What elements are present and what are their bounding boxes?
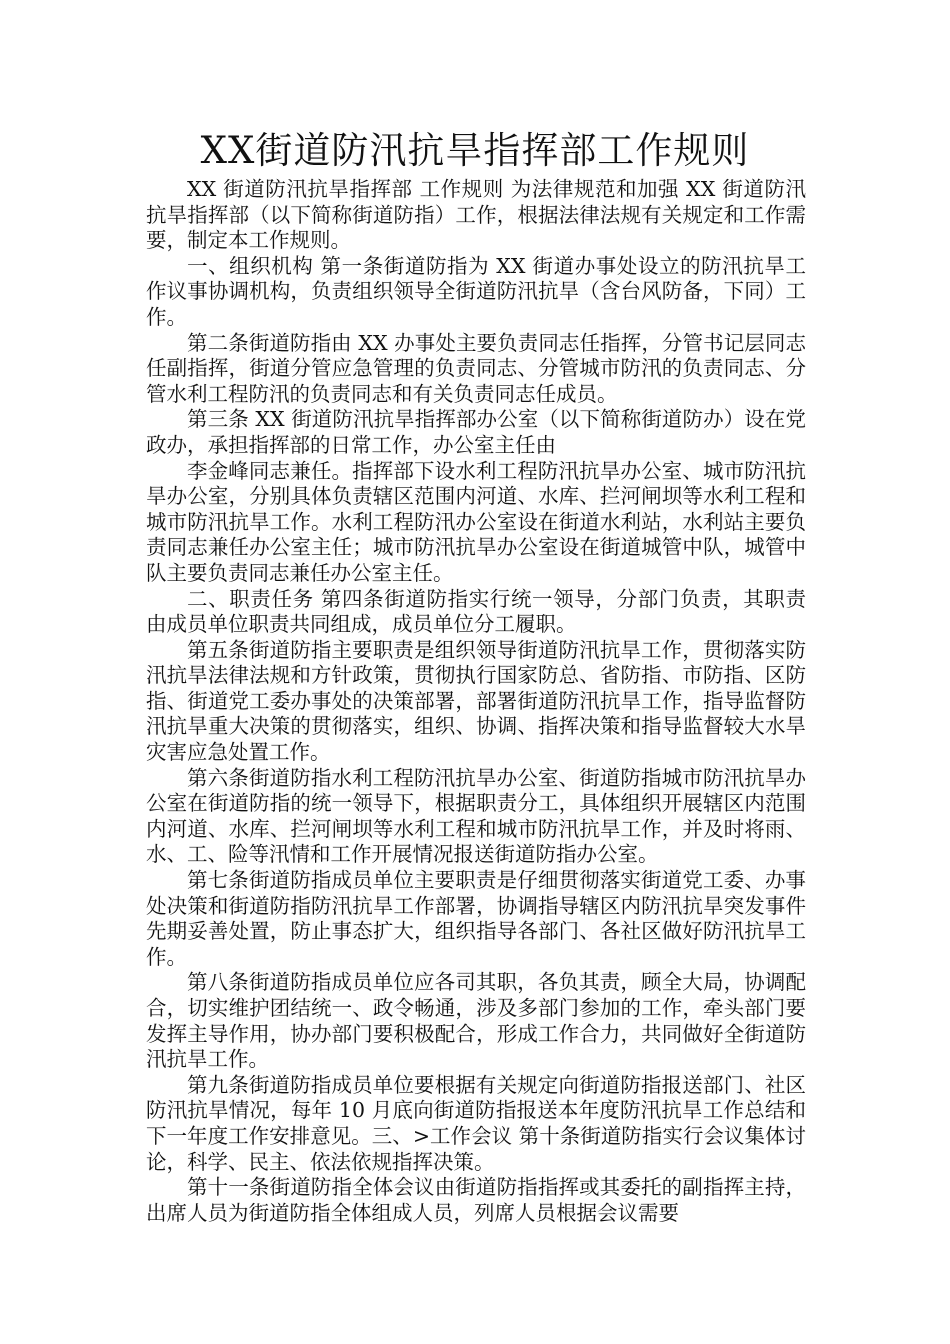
paragraph: 第七条街道防指成员单位主要职责是仔细贯彻落实街道党工委、办事处决策和街道防指防汛抗旱工作部署，协调指导辖区内防汛抗旱突发事件先期妥善处置，防止事态扩大，组织指导各部门、各社区做好防汛抗旱工作。 xyxy=(146,868,806,969)
paragraph: 第二条街道防指由 XX 办事处主要负责同志任指挥，分管书记层同志任副指挥，街道分管应急管理的负责同志、分管城市防汛的负责同志、分管水利工程防汛的负责同志和有关负责同志任成员。 xyxy=(146,330,806,406)
paragraph: 第三条 XX 街道防汛抗旱指挥部办公室（以下简称街道防办）设在党政办，承担指挥部的日常工作，办公室主任由 xyxy=(146,407,806,457)
paragraph: 第八条街道防指成员单位应各司其职，各负其责，顾全大局，协调配合，切实维护团结统一、政令畅通，涉及多部门参加的工作，牵头部门要发挥主导作用，协办部门要积极配合，形成工作合力，共同做好全街道防汛抗旱工作。 xyxy=(146,970,806,1072)
paragraph: 第五条街道防指主要职责是组织领导街道防汛抗旱工作，贯彻落实防汛抗旱法律法规和方针政策，贯彻执行国家防总、省防指、市防指、区防指、街道党工委办事处的决策部署，部署街道防汛抗旱工作，指导监督防汛抗旱重大决策的贯彻落实，组织、协调、指挥决策和指导监督较大水旱灾害应急处置工作。 xyxy=(146,637,806,765)
paragraph: XX 街道防汛抗旱指挥部 工作规则 为法律规范和加强 XX 街道防汛抗旱指挥部（以下简称街道防指）工作，根据法律法规有关规定和工作需要，制定本工作规则。 xyxy=(146,177,806,253)
paragraph: 二、职责任务 第四条街道防指实行统一领导，分部门负责，其职责由成员单位职责共同组成，成员单位分工履职。 xyxy=(146,586,806,637)
paragraph: 李金峰同志兼任。指挥部下设水利工程防汛抗旱办公室、城市防汛抗旱办公室，分别具体负责辖区范围内河道、水库、拦河闸坝等水利工程和城市防汛抗旱工作。水利工程防汛办公室设在街道水利站，水利站主要负责同志兼任办公室主任；城市防汛抗旱办公室设在街道城管中队，城管中队主要负责同志兼任办公室主任。 xyxy=(146,458,806,585)
document-title: XX街道防汛抗旱指挥部工作规则 xyxy=(200,129,750,172)
document-body xyxy=(146,177,806,1226)
paragraph: 第六条街道防指水利工程防汛抗旱办公室、街道防指城市防汛抗旱办公室在街道防指的统一领导下，根据职责分工，具体组织开展辖区内范围内河道、水库、拦河闸坝等水利工程和城市防汛抗旱工作，并及时将雨、水、工、险等汛情和工作开展情况报送街道防指办公室。 xyxy=(146,765,806,867)
paragraph: 一、组织机构 第一条街道防指为 XX 街道办事处设立的防汛抗旱工作议事协调机构，负责组织领导全街道防汛抗旱（含台风防备，下同）工作。 xyxy=(146,253,806,329)
paragraph: 第九条街道防指成员单位要根据有关规定向街道防指报送部门、社区防汛抗旱情况，每年 10 月底向街道防指报送本年度防汛抗旱工作总结和下一年度工作安排意见。三、>工作会议 第十条街道防指实行会议集体讨论，科学、民主、依法依规指挥决策。 xyxy=(146,1072,806,1174)
paragraph: 第十一条街道防指全体会议由街道防指指挥或其委托的副指挥主持，出席人员为街道防指全体组成人员，列席人员根据会议需要 xyxy=(146,1175,806,1225)
